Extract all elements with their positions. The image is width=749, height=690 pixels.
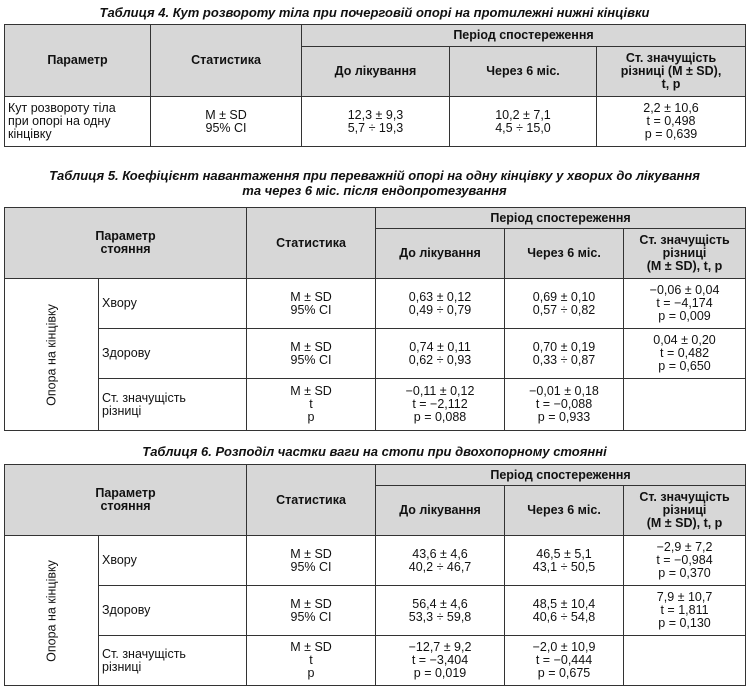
t6-row2-before: 56,4 ± 4,6 53,3 ÷ 59,8 [376,586,505,636]
t6-row2-label: Здорову [99,586,247,636]
t6-header-param: Параметр стояння [5,465,247,536]
t6-row3-before: −12,7 ± 9,2 t = −3,404 p = 0,019 [376,636,505,686]
t4-header-param: Параметр [5,25,151,97]
t5-row2-sig: 0,04 ± 0,20 t = 0,482 p = 0,650 [624,329,746,379]
table-row [5,97,746,147]
t5-row2-label: Здорову [99,329,247,379]
t4-row-param: Кут розвороту тіла при опорі на одну кінцівку [5,97,151,147]
t5-header-after: Через 6 міс. [505,229,624,279]
t5-header-sig: Ст. значущість різниці (M ± SD), t, p [624,229,746,279]
t6-header-period: Період спостереження [376,465,746,486]
t6-row1-before: 43,6 ± 4,6 40,2 ÷ 46,7 [376,536,505,586]
t6-header-sig: Ст. значущість різниці (M ± SD), t, p [624,486,746,536]
t4-row-after: 10,2 ± 7,1 4,5 ÷ 15,0 [450,97,597,147]
t5-row3-after: −0,01 ± 0,18 t = −0,088 p = 0,933 [505,379,624,431]
table-row [5,279,746,329]
t6-vertical-label: Опора на кінцівку [5,536,99,686]
table4-caption: Таблиця 4. Кут розвороту тіла при почерговій опорі на протилежні нижні кінцівки [99,5,650,20]
t6-header-stat: Статистика [247,465,376,536]
t5-header-param: Параметр стояння [5,208,247,279]
table-row [5,329,746,379]
t6-row1-label: Хвору [99,536,247,586]
t5-row1-stat: M ± SD 95% CI [247,279,376,329]
t4-header-before: До лікування [302,47,450,97]
t6-row3-stat: M ± SD t p [247,636,376,686]
table-row [5,536,746,586]
t5-row1-sig: −0,06 ± 0,04 t = −4,174 p = 0,009 [624,279,746,329]
t5-header-period: Період спостереження [376,208,746,229]
table6 [4,464,746,686]
t6-row1-sig: −2,9 ± 7,2 t = −0,984 p = 0,370 [624,536,746,586]
table-row [5,586,746,636]
t6-row1-after: 46,5 ± 5,1 43,1 ÷ 50,5 [505,536,624,586]
t5-header-before: До лікування [376,229,505,279]
t6-header-after: Через 6 міс. [505,486,624,536]
t4-header-sig: Ст. значущість різниці (M ± SD), t, p [597,47,746,97]
t5-header-stat: Статистика [247,208,376,279]
t5-row1-before: 0,63 ± 0,12 0,49 ÷ 0,79 [376,279,505,329]
t5-row2-before: 0,74 ± 0,11 0,62 ÷ 0,93 [376,329,505,379]
table-row [5,379,746,431]
t4-row-before: 12,3 ± 9,3 5,7 ÷ 19,3 [302,97,450,147]
t6-header-before: До лікування [376,486,505,536]
table6-caption: Таблиця 6. Розподіл частки ваги на стопи при двохопорному стоянні [142,444,607,459]
t4-row-sig: 2,2 ± 10,6 t = 0,498 p = 0,639 [597,97,746,147]
t5-row3-sig [624,379,746,431]
t4-row-stat: M ± SD 95% CI [151,97,302,147]
t5-row2-after: 0,70 ± 0,19 0,33 ÷ 0,87 [505,329,624,379]
t6-row1-stat: M ± SD 95% CI [247,536,376,586]
t5-row1-label: Хвору [99,279,247,329]
table5 [4,207,746,431]
t4-header-stat: Статистика [151,25,302,97]
t6-row3-sig [624,636,746,686]
table4 [4,24,746,147]
t5-row2-stat: M ± SD 95% CI [247,329,376,379]
t5-row3-before: −0,11 ± 0,12 t = −2,112 p = 0,088 [376,379,505,431]
t5-row1-after: 0,69 ± 0,10 0,57 ÷ 0,82 [505,279,624,329]
t5-row3-stat: M ± SD t p [247,379,376,431]
table-row [5,636,746,686]
t6-row2-after: 48,5 ± 10,4 40,6 ÷ 54,8 [505,586,624,636]
t5-row3-label: Ст. значущість різниці [99,379,247,431]
t6-row3-after: −2,0 ± 10,9 t = −0,444 p = 0,675 [505,636,624,686]
t5-vertical-label: Опора на кінцівку [5,279,99,431]
table5-caption: Таблиця 5. Коефіцієнт навантаження при переважній опорі на одну кінцівку у хворих до лікування та через 6 міс. після ендопротезування [49,168,700,198]
t6-row3-label: Ст. значущість різниці [99,636,247,686]
t4-header-period: Період спостереження [302,25,746,47]
t6-row2-stat: M ± SD 95% CI [247,586,376,636]
t4-header-after: Через 6 міс. [450,47,597,97]
t6-row2-sig: 7,9 ± 10,7 t = 1,811 p = 0,130 [624,586,746,636]
